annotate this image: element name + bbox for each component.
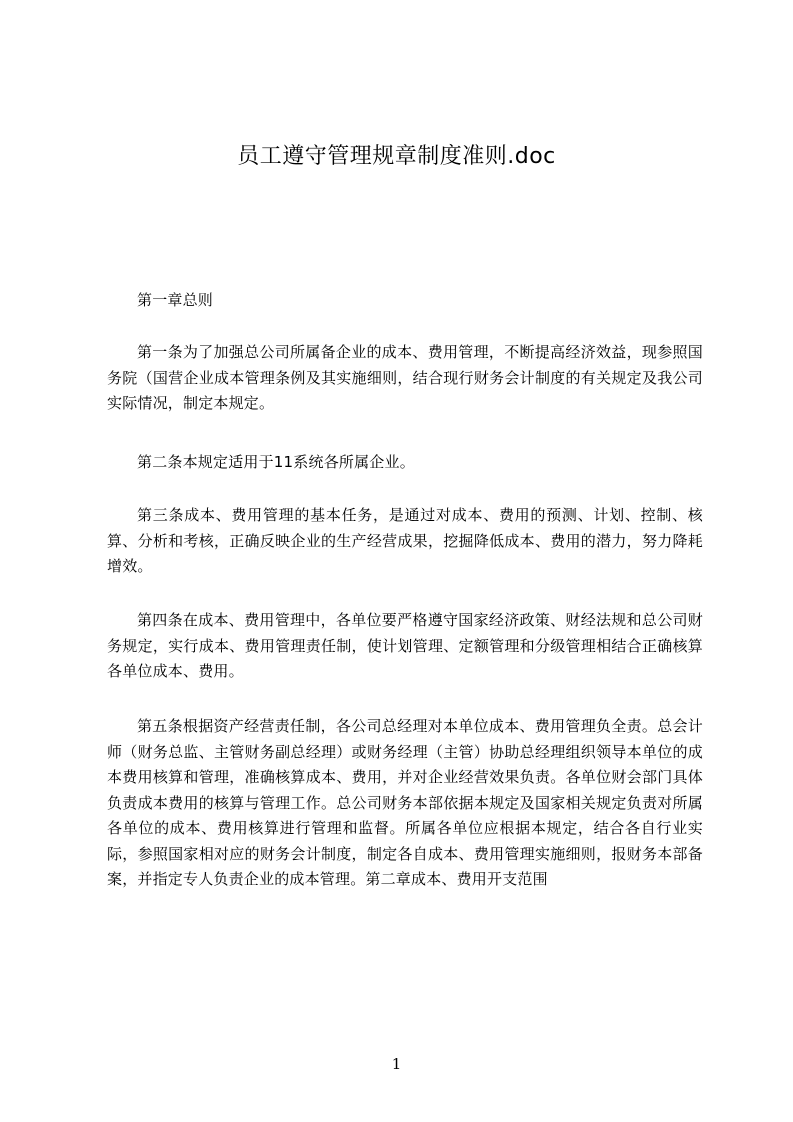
paragraph-article-5: 第五条根据资产经营责任制，各公司总经理对本单位成本、费用管理负全责。总会计师（财务总监、主管财务副总经理）或财务经理（主管）协助总经理组织领导本单位的成本费用核算和管理，准确核算成本、费用，并对企业经营效果负责。各单位财会部门具体负责成本费用的核算与管理工作。总公司财务本部依据本规定及国家相关规定负责对所属各单位的成本、费用核算进行管理和监督。所属各单位应根据本规定，结合各自行业实际，参照国家相对应的财务会计制度，制定各自成本、费用管理实施细则，报财务本部备案，并指定专人负责企业的成本管理。第二章成本、费用开支范围 xyxy=(107,717,703,888)
paragraph-article-1: 第一条为了加强总公司所属备企业的成本、费用管理，不断提高经济效益，现参照国务院（国营企业成本管理条例及其实施细则，结合现行财务会计制度的有关规定及我公司实际情况，制定本规定。 xyxy=(107,343,703,412)
paragraph-article-4: 第四条在成本、费用管理中，各单位要严格遵守国家经济政策、财经法规和总公司财务规定，实行成本、费用管理责任制，使计划管理、定额管理和分级管理相结合正确核算各单位成本、费用。 xyxy=(107,611,703,680)
chapter-heading: 第一章总则 xyxy=(137,291,214,309)
paragraph-article-2: 第二条本规定适用于11系统各所属企业。 xyxy=(137,453,415,471)
page-number: 1 xyxy=(391,1055,402,1073)
document-title: 员工遵守管理规章制度准则.doc xyxy=(237,144,556,169)
paragraph-article-3: 第三条成本、费用管理的基本任务，是通过对成本、费用的预测、计划、控制、核算、分析和考核，正确反映企业的生产经营成果，挖掘降低成本、费用的潜力，努力降耗增效。 xyxy=(107,506,703,575)
